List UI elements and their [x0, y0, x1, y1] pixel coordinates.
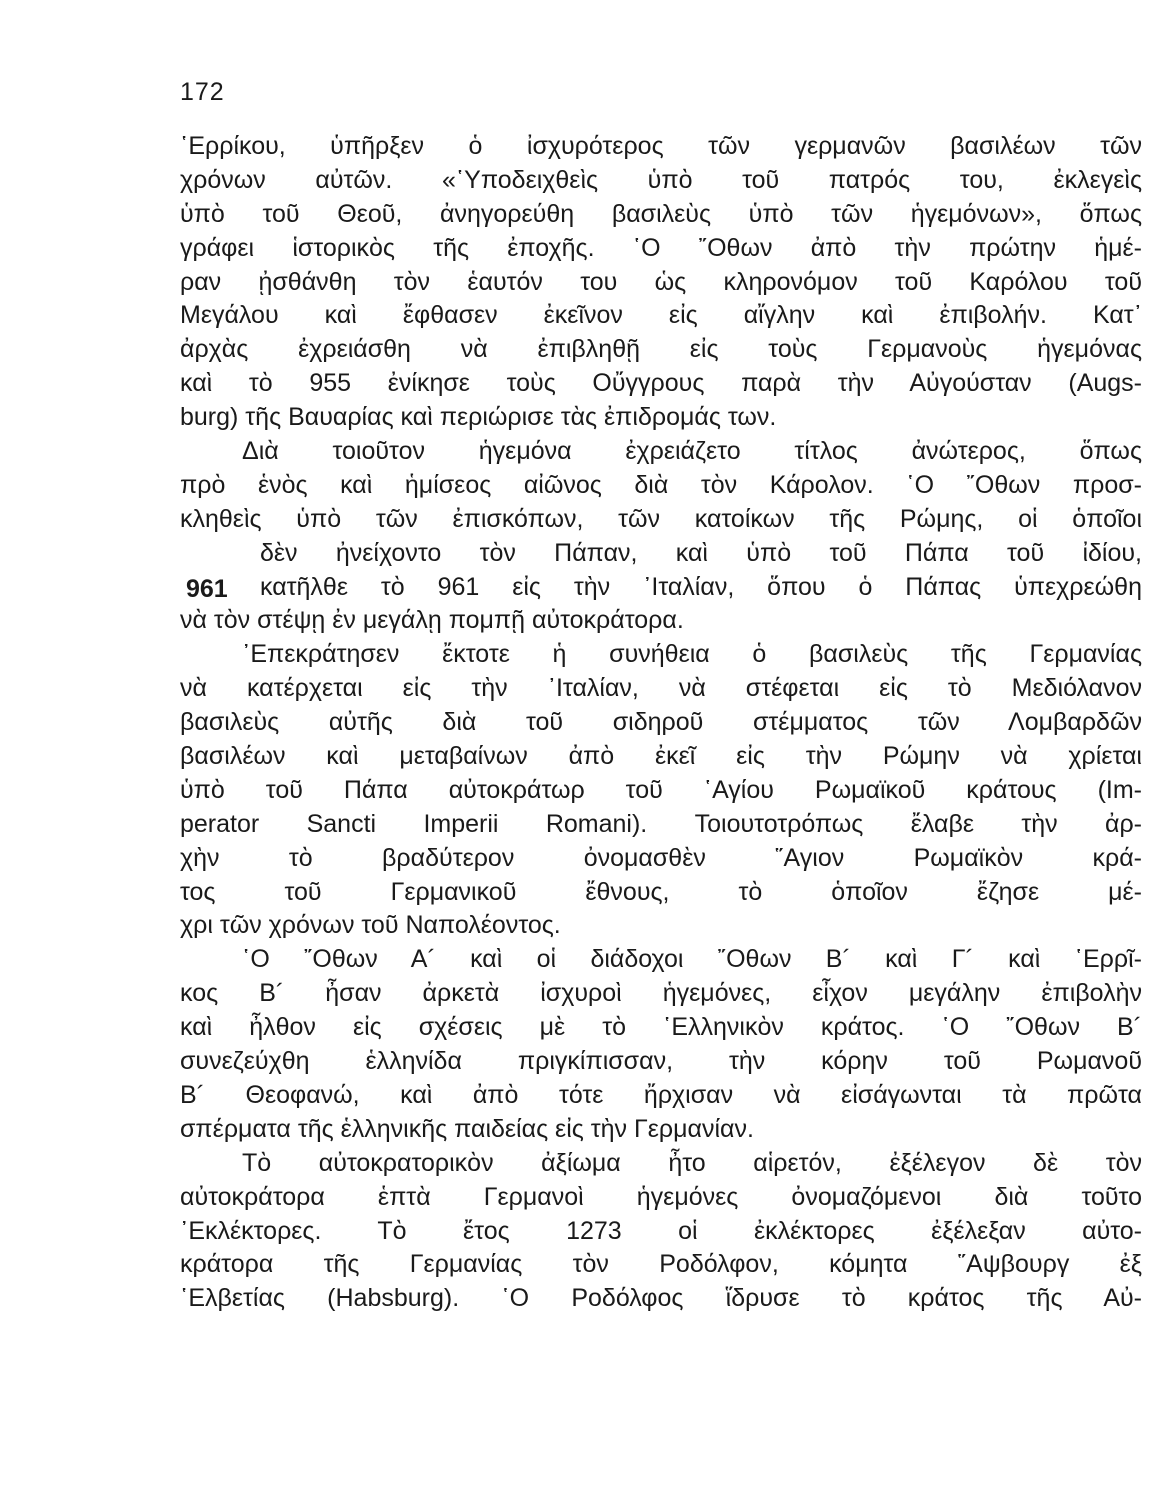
text-line — [180, 808, 1142, 842]
text-line — [180, 1282, 1142, 1316]
text-line-content: κατῆλθε τὸ 961 εἰς τὴν ᾽Ιταλίαν, ὅπου ὁ Πάπας ὑπεχρεώθη — [260, 572, 1142, 601]
text-line-content: γράφει ἱστορικὸς τῆς ἐποχῆς. ῾Ο ῎Οθων ἀπὸ τὴν πρώτην ἡμέ- — [180, 233, 1142, 262]
text-line — [180, 1181, 1142, 1215]
text-line-content: νὰ τὸν στέψῃ ἐν μεγάλῃ πομπῇ αὐτοκράτορα. — [180, 606, 684, 635]
text-line — [180, 503, 1142, 537]
text-line-content: ραν ᾐσθάνθη τὸν ἑαυτόν του ὡς κληρονόμον τοῦ Καρόλου τοῦ — [180, 267, 1142, 296]
text-line-content: βασιλέων καὶ μεταβαίνων ἀπὸ ἐκεῖ εἰς τὴν Ρώμην νὰ χρίεται — [180, 742, 1142, 771]
text-line-content: κράτορα τῆς Γερμανίας τὸν Ροδόλφον, κόμητα ῞Αψβουργ ἐξ — [180, 1250, 1142, 1279]
text-line — [180, 571, 1142, 605]
text-line-content: ῾Ερρίκου, ὑπῆρξεν ὁ ἰσχυρότερος τῶν γερμανῶν βασιλέων τῶν — [180, 132, 1142, 160]
text-line — [180, 1248, 1142, 1282]
text-line-content: πρὸ ἑνὸς καὶ ἡμίσεος αἰῶνος διὰ τὸν Κάρολον. ῾Ο ῎Οθων προσ- — [180, 470, 1142, 499]
text-line — [180, 1147, 1142, 1181]
text-line — [180, 1011, 1142, 1045]
text-line-content: Διὰ τοιοῦτον ἡγεμόνα ἐχρειάζετο τίτλος ἀνώτερος, ὅπως — [242, 437, 1142, 466]
text-line — [180, 266, 1142, 300]
text-line — [180, 164, 1142, 198]
text-line-content: ῾Ο ῎Οθων Α´ καὶ οἱ διάδοχοι ῎Οθων Β´ καὶ Γ´ καὶ ῾Ερρῖ- — [242, 945, 1142, 974]
text-line — [180, 943, 1142, 977]
text-line — [180, 333, 1142, 367]
text-line-content: Β´ Θεοφανώ, καὶ ἀπὸ τότε ἤρχισαν νὰ εἰσάγωνται τὰ πρῶτα — [180, 1080, 1142, 1109]
text-line — [180, 1215, 1142, 1249]
text-line-content: χρόνων αὐτῶν. «῾Υποδειχθεὶς ὑπὸ τοῦ πατρός του, ἐκλεγεὶς — [180, 165, 1142, 194]
text-line — [180, 1113, 1142, 1147]
text-line — [180, 299, 1142, 333]
text-line — [180, 130, 1142, 164]
text-line — [180, 198, 1142, 232]
text-line-content: perator Sancti Imperii Romani). Τοιουτοτρόπως ἔλαβε τὴν ἀρ- — [180, 809, 1142, 838]
text-line — [180, 1079, 1142, 1113]
text-line — [180, 469, 1142, 503]
text-line-content: ὑπὸ τοῦ Πάπα αὐτοκράτωρ τοῦ ῾Αγίου Ρωμαϊκοῦ κράτους (Im- — [180, 775, 1142, 804]
text-line — [180, 909, 1142, 943]
text-line-content: συνεζεύχθη ἑλληνίδα πριγκίπισσαν, τὴν κόρην τοῦ Ρωμανοῦ — [180, 1047, 1142, 1076]
text-line — [180, 537, 1142, 571]
text-line-content: δὲν ἠνείχοντο τὸν Πάπαν, καὶ ὑπὸ τοῦ Πάπα τοῦ ἰδίου, — [260, 538, 1142, 567]
page-number: 172 — [180, 78, 225, 106]
text-line — [180, 706, 1142, 740]
text-line-content: τος τοῦ Γερμανικοῦ ἔθνους, τὸ ὁποῖον ἔζησε μέ- — [180, 877, 1142, 906]
text-line-content: κος Β´ ἦσαν ἀρκετὰ ἰσχυροὶ ἡγεμόνες, εἶχον μεγάλην ἐπιβολὴν — [180, 979, 1142, 1008]
text-line-content: ᾽Εκλέκτορες. Τὸ ἔτος 1273 οἱ ἐκλέκτορες ἐξέλεξαν αὐτο- — [180, 1216, 1142, 1245]
text-line-content: καὶ ἦλθον εἰς σχέσεις μὲ τὸ ῾Ελληνικὸν κράτος. ῾Ο ῎Οθων Β´ — [180, 1013, 1142, 1042]
text-line — [180, 435, 1142, 469]
text-line-content: χρι τῶν χρόνων τοῦ Ναπολέοντος. — [180, 911, 561, 940]
text-line — [180, 604, 1142, 638]
body-text — [180, 130, 1142, 1316]
text-line-content: ῾Ελβετίας (Habsburg). ῾Ο Ροδόλφος ἵδρυσε τὸ κράτος τῆς Αὐ- — [180, 1284, 1142, 1313]
text-line — [180, 740, 1142, 774]
text-line — [180, 774, 1142, 808]
text-line-content: σπέρματα τῆς ἑλληνικῆς παιδείας εἰς τὴν Γερμανίαν. — [180, 1114, 754, 1143]
text-line — [180, 977, 1142, 1011]
text-line-content: ὑπὸ τοῦ Θεοῦ, ἀνηγορεύθη βασιλεὺς ὑπὸ τῶν ἡγεμόνων», ὅπως — [180, 199, 1142, 228]
text-line-content: ἀρχὰς ἐχρειάσθη νὰ ἐπιβληθῇ εἰς τοὺς Γερμανοὺς ἡγεμόνας — [180, 335, 1142, 364]
text-line-content: κληθεὶς ὑπὸ τῶν ἐπισκόπων, τῶν κατοίκων τῆς Ρώμης, οἱ ὁποῖοι — [180, 504, 1142, 533]
text-line — [180, 876, 1142, 910]
text-line — [180, 401, 1142, 435]
text-line — [180, 232, 1142, 266]
text-line-content: καὶ τὸ 955 ἐνίκησε τοὺς Οὔγγρους παρὰ τὴν Αὐγούσταν (Augs- — [180, 369, 1142, 398]
text-line — [180, 1045, 1142, 1079]
text-line-content: νὰ κατέρχεται εἰς τὴν ᾽Ιταλίαν, νὰ στέφεται εἰς τὸ Μεδιόλανον — [180, 674, 1142, 703]
text-line — [180, 672, 1142, 706]
text-line-content: βασιλεὺς αὐτῆς διὰ τοῦ σιδηροῦ στέμματος τῶν Λομβαρδῶν — [180, 708, 1142, 737]
text-line-content: burg) τῆς Βαυαρίας καὶ περιώρισε τὰς ἐπιδρομάς των. — [180, 403, 777, 432]
text-line-content: ᾽Επεκράτησεν ἔκτοτε ἡ συνήθεια ὁ βασιλεὺς τῆς Γερμανίας — [242, 640, 1142, 669]
text-line-content: Μεγάλου καὶ ἔφθασεν ἐκεῖνον εἰς αἴγλην καὶ ἐπιβολήν. Κατ᾽ — [180, 301, 1142, 330]
text-line — [180, 367, 1142, 401]
text-line — [180, 842, 1142, 876]
text-line-content: Τὸ αὐτοκρατορικὸν ἀξίωμα ἦτο αἱρετόν, ἐξέλεγον δὲ τὸν — [242, 1148, 1142, 1177]
text-line-content: αὐτοκράτορα ἑπτὰ Γερμανοὶ ἡγεμόνες ὀνομαζόμενοι διὰ τοῦτο — [180, 1182, 1142, 1211]
text-line-content: χὴν τὸ βραδύτερον ὀνομασθὲν ῞Αγιον Ρωμαϊκὸν κρά- — [180, 843, 1142, 872]
text-line — [180, 638, 1142, 672]
margin-year-note: 961 — [186, 575, 228, 603]
